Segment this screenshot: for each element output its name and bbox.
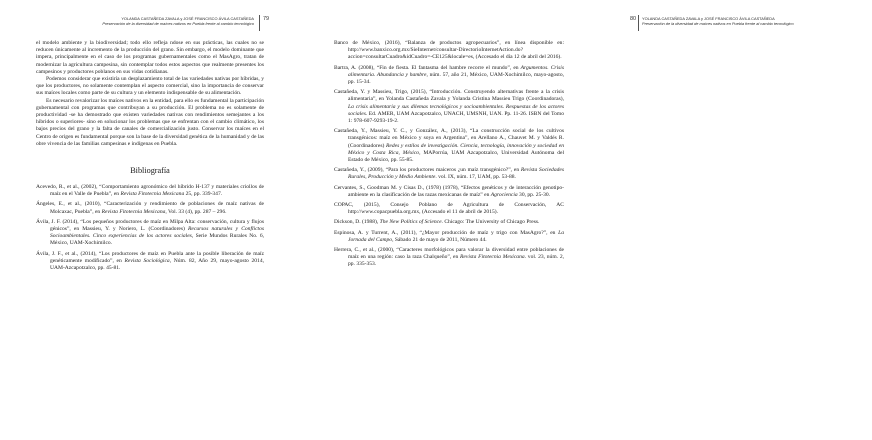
reference-italic-title: Argumentos. Crisis alimentaria. Abundancia y hambre [348,64,564,78]
reference-italic-title: Redes y estilos de investigación. Ciencia, tecnología, innovación y sociedad en México y Costa Rica, México [348,142,564,156]
body-paragraph: el modelo ambiente y la biodiversidad; todo ello refleja ndose en sus prácticas, las cuales no se reducen únicamente al incremento de la producción del grano. Sin embargo, el modelo dominante que impera, principalmente en el caso de los programas gubernamentales como el MasAgro, tratan de modernizar la agricultura campesina, sin contemplar todos estos aspectos que realmente presentes los campesinos y productores poblanos en sus vidas cotidianas. [36,40,264,75]
reference-entry [36,219,264,248]
right-running-header [642,16,872,36]
reference-details: 25, pp. 339-347. [184,191,223,198]
right-page-number: 80 [630,16,637,22]
reference-italic-title: Revista Sociedades Rurales, Producción y Medio Ambiente [348,167,565,181]
reference-entry [334,185,564,199]
reference-text: Ávila, J. F. (2014), “Los pequeños productores de maíz en Milpa Alta: conservación, cultura y flujos génicos”, en Massieu, Y. y Noriero, L. (Coordinadores) [36,218,264,233]
reference-entry [36,251,264,273]
reference-entry [334,202,564,216]
reference-details: . Ed. AMER, UAM Azcapotzalco, UNACH, UMSNH, UAN. Pp. 11-26. ISBN del Tomo 1: 978-607-9293-19-2. [348,110,564,125]
reference-details: , núm. 57, año 21, México, UAM-Xochimilco, mayo-agosto, pp. 15-34. [348,71,564,86]
reference-text: Espinosa, A. y Turrent, A., (2011), “¿Mayor producción de maíz y trigo con MasAgro?”, en [334,229,559,236]
reference-entry [36,184,264,198]
reference-italic-title: Revista Fitotecnia Mexicana [460,254,525,261]
reference-details: , MAPorrúa, UAM Azcapotzalco, Universidad Autónoma del Estado de México, pp. 55-85. [348,149,564,164]
reference-text: Castañeda, Y., Massieu, Y. C., y González, A., (2013), “La construcción social de los cultivos transgénicos: maíz en México y soya en Argentina”, en Arellano A., Chauvet M. y Valdés R. (Coordinadores) [334,128,564,149]
reference-entry [334,89,564,125]
reference-text: Cervantes, S., Goodman M. y Cisas D., (1978) (1978), “Efectos genéticos y de interacción genotipo-ambiente en la clasificación de las razas mexicanas de maíz” en [334,184,564,198]
reference-text: Dickson, D. (1988), [334,219,380,226]
left-header-divider [259,15,260,31]
reference-italic-title: Revista Fitotecnia Mexicana [101,208,166,215]
bibliography-heading: Bibliografía [130,166,170,176]
reference-entry [334,167,564,181]
reference-details: . Chicago: The University of Chicago Press. [441,219,540,226]
reference-text: Ángeles, E., et al., (2010), “Caracterización y rendimiento de poblaciones de maíz nativas de Molcaxac, Puebla”, en [36,201,264,215]
reference-details: . vol. 23, núm. 2, pp. 335-353. [348,254,564,268]
reference-italic-title: Recursos naturales y Conflictos Socioambientales. Cinco experiencias de los actores sociales [50,226,265,240]
left-page [0,0,300,440]
left-running-header [34,16,254,36]
left-page-number: 79 [263,16,270,22]
reference-details: , Núm. 82, Año 29, mayo-agosto 2014, UAM-Azcapotzalco, pp. 45-81. [50,257,264,272]
reference-text: Bartra, A. (2008), “Fin de fiesta. El fantasma del hambre recorre el mundo”, en [334,64,521,71]
reference-text: Acevedo, R., et al., (2002), “Comportamiento agronómico del híbrido H-137 y materiales criollos de maíz en el Valle de Puebla”, en [36,184,264,198]
reference-text: Herrera, C., et al., (2000), “Caracteres morfológicos para valorar la diversidad entre poblaciones de maíz en una región: caso la raza Chalqueño”, en [334,247,564,261]
reference-text: Castañeda, Y., (2009), “Para los productores maiceros ¿un maíz transgénico?”, en [334,167,521,174]
body-paragraph: Es necesario revalorizar los maíces nativos en la entidad, para ello es fundamental la participación gubernamental con programas que contribuyan a su producción. El problema no es solamente de productividad -se ha demostrado que existen variedades nativas con rendimientos semejantes a los híbridos o superiores- sino en solucionar los problemas que se enfrentan con el cambio climático, los bajos precios del grano y la falta de canales de comercialización justo. Conservar los maíces en el Centro de origen es fundamental porque son la base de la diversidad genética de la humanidad y de las obre vivencia de las familias campesinas e indígenas en Puebla. [36,97,264,147]
body-paragraph: Podemos considerar que existiría un desplazamiento total de las variedades nativas por híbridas, y que los productores, no solamente contemplan el aspecto comercial, sino la importancia de conservar sus maíces locales como parte de su cultura y un elemento indispensable de su alimentación. [36,76,264,97]
reference-italic-title: La Jornada del Campo [348,229,564,243]
reference-italic-title: Revista Sociológica [124,257,170,264]
reference-details: . vol. IX, núm. 17, UAM, pp. 53-88. [435,174,516,181]
reference-italic-title: La crisis alimentaria y sus dilemas tecnológicos y socioambientales. Respuestas de los actores sociales [348,103,564,117]
reference-details: , Sábado 21 de mayo de 2011, Número 44. [392,236,487,243]
left-body [36,40,264,275]
left-header-title: Preservación de la diversidad de maíces nativos en Puebla frente al cambio tecnológico [102,21,254,26]
right-body [334,40,564,272]
reference-text: COPAC, (2015), Consejo Poblano de Agricultura de Conservación, AC http://www.copacpuebla.org.mx, (Accesado el 11 de abril de 2015). [334,202,564,216]
right-header-authors: YOLANDA CASTAÑEDA ZAVALA y JOSÉ FRANCISCO ÁVILA CASTAÑEDA [642,16,775,21]
reference-text: Banco de México, (2016), “Balanza de productos agropecuarios”, en línea disponible en: http://www.banxico.org.mx/SieInternet/consultar-DirectorioInternetAction.do?accion=consultarCuadro&idCuadro=-CE125&locale=es, (Accesado el día 12 de abril del 2016). [334,40,564,61]
reference-text: Ávila, J. F., et al., (2014), “Los productores de maíz en Puebla ante la posible liberación de maíz genéticamente modificado”, en [36,250,264,264]
left-header-authors: YOLANDA CASTAÑEDA ZAVALA y JOSÉ FRANCISCO ÁVILA CASTAÑEDA [121,16,254,21]
reference-entry [334,247,564,269]
reference-details: , Serie Mundos Rurales No. 6, México, UAM-Xochimilco. [50,233,264,247]
reference-italic-title: Revista Fitotecnia Mexicana [120,191,185,198]
right-reference-list [334,40,564,269]
right-header-title: Preservación de la diversidad de maíces nativos en Puebla frente al cambio tecnológico [642,21,794,26]
reference-italic-title: The New Politics of Science [379,219,442,226]
reference-details: , Vol. 33 (4), pp. 287 – 296. [165,208,227,215]
reference-text: Castañeda, Y. y Massieu, Trigo, (2015), “Introducción. Construyendo alternativas frente a la crisis alimentaria”, en Yolanda Castañeda Zavala y Yolanda Cristina Massieu Trigo (Coordinadoras), [334,89,564,103]
reference-entry [334,230,564,244]
reference-entry [334,219,564,226]
reference-details: 30, pp. 25-30. [517,191,551,198]
reference-italic-title: Agrociencia [490,191,518,198]
reference-entry [334,128,564,164]
reference-entry [36,201,264,215]
reference-entry [334,65,564,87]
left-reference-list [36,184,264,272]
reference-entry [334,40,564,62]
right-header-divider [638,15,639,31]
